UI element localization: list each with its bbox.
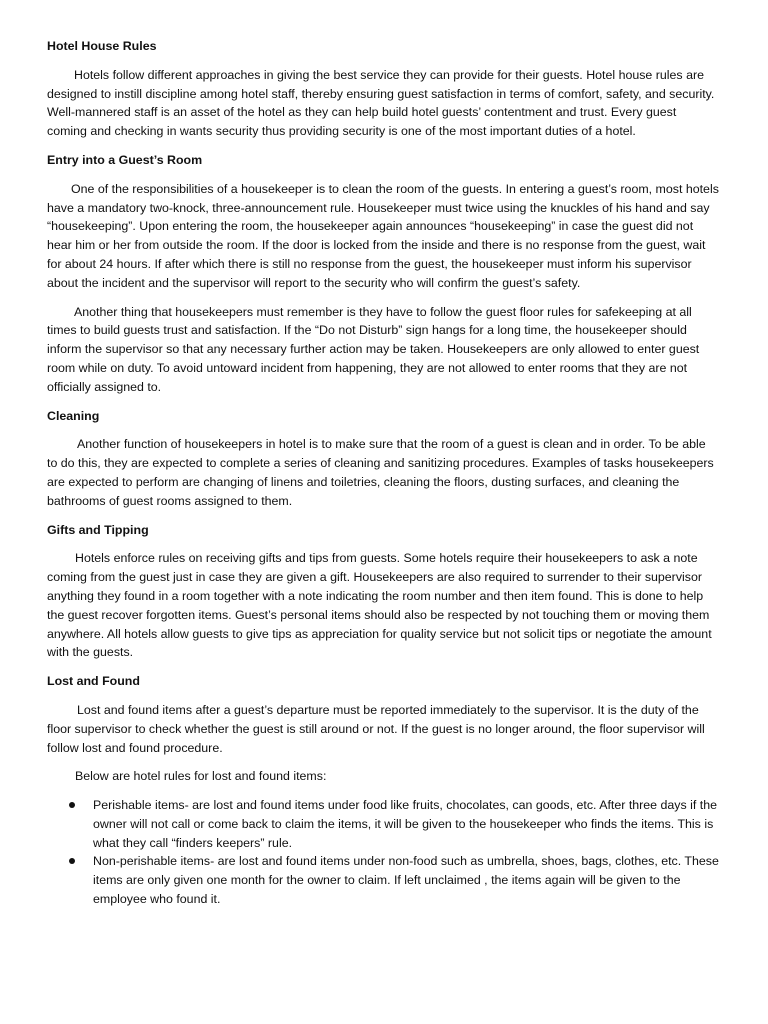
bullet-icon — [69, 802, 75, 808]
entry-paragraph-2: Another thing that housekeepers must remember is they have to follow the guest floor rules for safekeeping at all times to build guests trust and satisfaction. If the “Do not Disturb” sign hangs for a long time, the housekeeper should inform the supervisor so that any necessary further action may be taken. Housekeepers are only allowed to enter guest room while on duty. To avoid untoward incident from happening, they are not allowed to enter rooms that they are not officially assigned to. — [47, 304, 700, 394]
bullet-icon — [69, 858, 75, 864]
spacer — [47, 691, 719, 701]
spacer — [47, 511, 719, 521]
spacer — [47, 757, 719, 767]
entry-paragraph-1: One of the responsibilities of a housekeeper is to clean the room of the guests. In entering a guest’s room, most hotels have a mandatory two-knock, three-announcement rule. Housekeeper must twice using the knuckles of his hand and say “housekeeping”. Upon entering the room, the housekeeper again announces “housekeeping” in case the guest did not hear him or her from outside the room. If the door is locked from the inside and there is no response from the guest, wait for about 24 hours. If after which there is still no response from the guest, the housekeeper must inform his supervisor about the incident and the supervisor will report to the security who will confirm the guest’s safety. — [47, 181, 719, 290]
spacer — [47, 170, 719, 180]
section-heading-gifts: Gifts and Tipping — [47, 522, 149, 537]
lost-found-intro: Below are hotel rules for lost and found items: — [75, 769, 327, 784]
document-page — [47, 37, 719, 909]
lost-found-paragraph: Lost and found items after a guest’s departure must be reported immediately to the supervisor. It is the duty of the floor supervisor to check whether the guest is still around or not. If the guest is no longer around, the floor supervisor will follow lost and found procedure. — [47, 702, 705, 755]
spacer — [47, 56, 719, 66]
document-title: Hotel House Rules — [47, 39, 157, 53]
spacer — [47, 141, 719, 151]
list-item — [47, 796, 719, 852]
list-item-text: Non-perishable items- are lost and found items under non-food such as umbrella, shoes, bags, clothes, etc. These items are only given one month for the owner to claim. If left unclaimed , the items again will be given to the employee who found it. — [93, 854, 719, 907]
list-item — [47, 852, 719, 908]
list-item-text: Perishable items- are lost and found items under food like fruits, chocolates, can goods, etc. After three days if the owner will not call or come back to claim the items, it will be given to the housekeeper who finds the items. This is what they call “finders keepers” rule. — [93, 798, 717, 850]
spacer — [47, 539, 719, 549]
gifts-paragraph: Hotels enforce rules on receiving gifts and tips from guests. Some hotels require their housekeepers to ask a note coming from the guest just in case they are given a gift. Housekeepers are also required to surrender to their supervisor anything they found in a room together with a note indicating the room number and then item found. This is done to help the guest recover forgotten items. Guest’s personal items should also be respected by not touching them or moving them anywhere. All hotels allow guests to give tips as appreciation for quality service but not solicit tips or negotiate the amount with the guests. — [47, 551, 712, 660]
section-heading-lost-found: Lost and Found — [47, 674, 140, 689]
spacer — [47, 425, 719, 435]
spacer — [47, 662, 719, 672]
spacer — [47, 397, 719, 407]
section-heading-entry: Entry into a Guest’s Room — [47, 152, 203, 167]
lost-found-rules-list — [47, 796, 719, 909]
cleaning-paragraph: Another function of housekeepers in hotel is to make sure that the room of a guest is clean and in order. To be able to do this, they are expected to complete a series of cleaning and sanitizing procedures. Examples of tasks housekeepers are expected to perform are changing of linens and toiletries, cleaning the floors, dusting surfaces, and cleaning the bathrooms of guest rooms assigned to them. — [47, 437, 714, 508]
spacer — [47, 293, 719, 303]
section-heading-cleaning: Cleaning — [47, 408, 100, 423]
spacer — [47, 786, 719, 796]
intro-paragraph: Hotels follow different approaches in giving the best service they can provide for their guests. Hotel house rules are designed to instill discipline among hotel staff, thereby ensuring guest satisfaction in terms of comfort, safety, and security. Well-mannered staff is an asset of the hotel as they can help build hotel guests’ contentment and trust. Every guest coming and checking in wants security thus providing security is one of the most important duties of a hotel. — [47, 67, 715, 139]
